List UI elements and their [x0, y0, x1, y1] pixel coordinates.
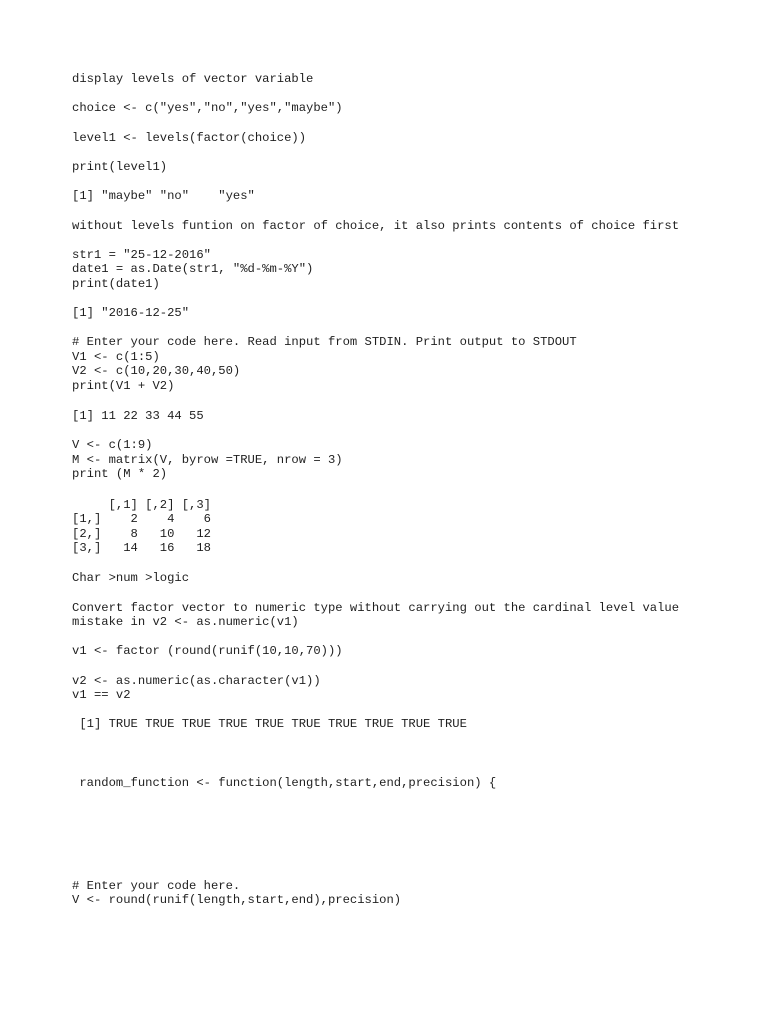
note-line-mistake: mistake in v2 <- as.numeric(v1) — [72, 615, 299, 629]
code-line-str1: str1 = "25-12-2016" — [72, 248, 211, 262]
matrix-row-3: [3,] 14 16 18 — [72, 541, 211, 555]
matrix-row-1: [1,] 2 4 6 — [72, 512, 211, 526]
code-line-print-matrix: print (M * 2) — [72, 467, 168, 481]
matrix-header-row: [,1] [,2] [,3] — [72, 498, 211, 512]
code-line-v2: V2 <- c(10,20,30,40,50) — [72, 364, 241, 378]
heading-display-levels: display levels of vector variable — [72, 72, 314, 86]
code-line-date1: date1 = as.Date(str1, "%d-%m-%Y") — [72, 262, 314, 276]
comment-line-stdin: # Enter your code here. Read input from STDIN. Print output to STDOUT — [72, 335, 577, 349]
output-line-levels: [1] "maybe" "no" "yes" — [72, 189, 255, 203]
comment-line-enter-code: # Enter your code here. — [72, 879, 241, 893]
output-line-true: [1] TRUE TRUE TRUE TRUE TRUE TRUE TRUE TRUE TRUE TRUE — [72, 717, 467, 731]
note-line-convert-factor: Convert factor vector to numeric type without carrying out the cardinal level value — [72, 601, 680, 615]
code-line-print-sum: print(V1 + V2) — [72, 379, 175, 393]
code-line-v-range: V <- c(1:9) — [72, 438, 153, 452]
code-line-print-level1: print(level1) — [72, 160, 168, 174]
code-line-choice: choice <- c("yes","no","yes","maybe") — [72, 101, 343, 115]
code-line-round-runif: V <- round(runif(length,start,end),precision) — [72, 893, 402, 907]
output-line-sum: [1] 11 22 33 44 55 — [72, 409, 204, 423]
note-line-coercion: Char >num >logic — [72, 571, 190, 585]
code-line-as-numeric: v2 <- as.numeric(as.character(v1)) — [72, 674, 321, 688]
code-line-matrix: M <- matrix(V, byrow =TRUE, nrow = 3) — [72, 453, 343, 467]
note-line-levels: without levels funtion on factor of choice, it also prints contents of choice first — [72, 219, 680, 233]
output-line-date: [1] "2016-12-25" — [72, 306, 190, 320]
code-line-v1: V1 <- c(1:5) — [72, 350, 160, 364]
code-line-random-function: random_function <- function(length,start,end,precision) { — [72, 776, 497, 790]
code-line-factor-runif: v1 <- factor (round(runif(10,10,70))) — [72, 644, 343, 658]
code-line-compare: v1 == v2 — [72, 688, 131, 702]
code-line-level1: level1 <- levels(factor(choice)) — [72, 131, 307, 145]
matrix-row-2: [2,] 8 10 12 — [72, 527, 211, 541]
code-line-print-date1: print(date1) — [72, 277, 160, 291]
